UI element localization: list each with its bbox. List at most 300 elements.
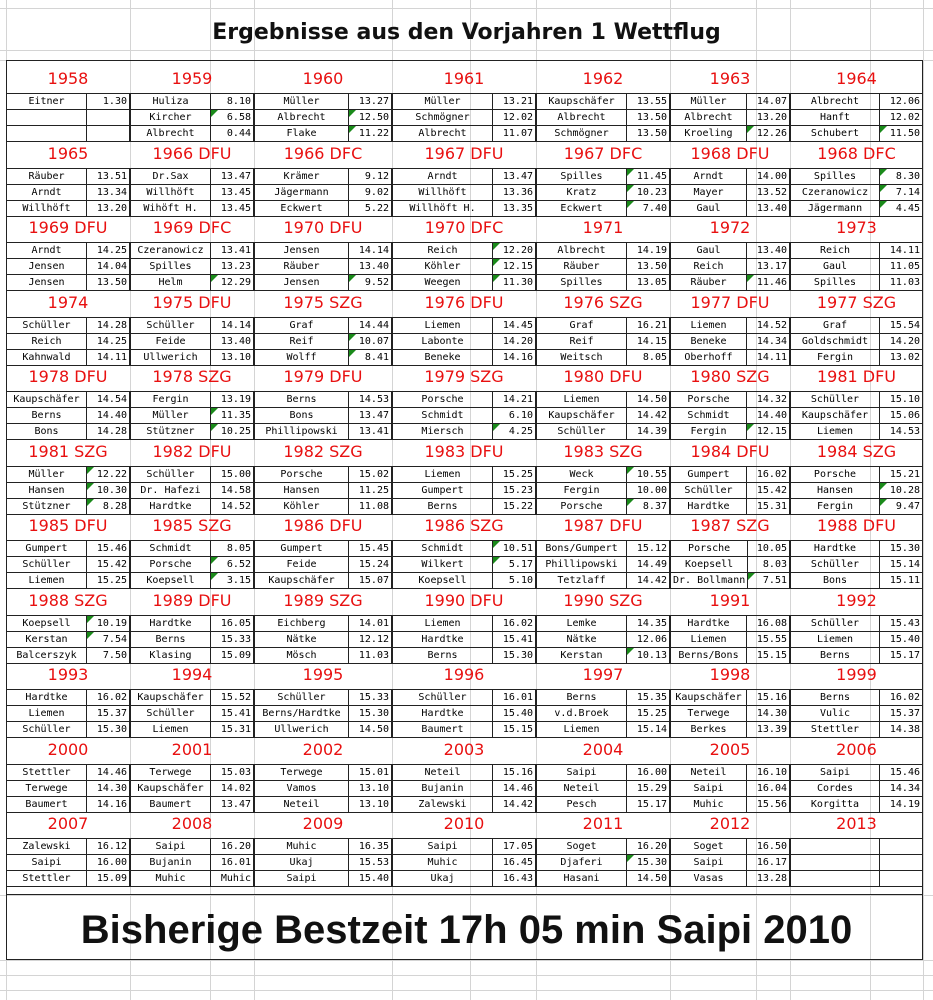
pilot-name-cell[interactable]: Gaul	[671, 200, 747, 216]
flight-time-cell[interactable]: 14.52	[747, 317, 790, 333]
pilot-name-cell[interactable]: Schüller	[131, 706, 211, 722]
pilot-name-cell[interactable]: Arndt	[7, 243, 87, 259]
flight-time-cell[interactable]: 15.00	[211, 466, 254, 482]
flight-time-cell[interactable]: 16.05	[211, 615, 254, 631]
pilot-name-cell[interactable]: Willhöft H.	[393, 200, 493, 216]
flight-time-cell[interactable]: 15.24	[349, 557, 392, 573]
pilot-name-cell[interactable]: Albrecht	[537, 110, 627, 126]
pilot-name-cell[interactable]: Liemen	[791, 631, 880, 647]
pilot-name-cell[interactable]: Arndt	[393, 168, 493, 184]
pilot-name-cell[interactable]: Porsche	[791, 466, 880, 482]
flight-time-cell[interactable]: 12.15	[747, 424, 790, 440]
pilot-name-cell[interactable]: Helm	[131, 275, 211, 291]
flight-time-cell[interactable]: 11.25	[349, 482, 392, 498]
flight-time-cell[interactable]	[87, 126, 130, 142]
flight-time-cell[interactable]: 12.29	[211, 275, 254, 291]
flight-time-cell[interactable]: 13.40	[349, 259, 392, 275]
flight-time-cell[interactable]: 15.21	[880, 466, 923, 482]
flight-time-cell[interactable]: 15.55	[747, 631, 790, 647]
flight-time-cell[interactable]: 15.15	[747, 647, 790, 663]
pilot-name-cell[interactable]: Huliza	[131, 94, 211, 110]
flight-time-cell[interactable]: 4.25	[493, 424, 536, 440]
flight-time-cell[interactable]: 13.40	[211, 333, 254, 349]
pilot-name-cell[interactable]: Saipi	[7, 855, 87, 871]
flight-time-cell[interactable]: 8.41	[349, 349, 392, 365]
pilot-name-cell[interactable]: Berkes	[671, 722, 747, 738]
pilot-name-cell[interactable]: Bons/Gumpert	[537, 541, 627, 557]
pilot-name-cell[interactable]: Kaupschäfer	[131, 690, 211, 706]
flight-time-cell[interactable]: 14.46	[87, 764, 130, 780]
flight-time-cell[interactable]: 14.21	[493, 392, 536, 408]
flight-time-cell[interactable]: 13.10	[211, 349, 254, 365]
flight-time-cell[interactable]: 14.30	[747, 706, 790, 722]
flight-time-cell[interactable]: 14.07	[747, 94, 790, 110]
flight-time-cell[interactable]: 12.06	[627, 631, 670, 647]
pilot-name-cell[interactable]: Koepsell	[7, 615, 87, 631]
pilot-name-cell[interactable]: Hardtke	[671, 615, 747, 631]
flight-time-cell[interactable]: 13.47	[349, 408, 392, 424]
pilot-name-cell[interactable]: Hardtke	[131, 498, 211, 514]
flight-time-cell[interactable]: 14.19	[880, 796, 923, 812]
pilot-name-cell[interactable]: Dr. Hafezi	[131, 482, 211, 498]
flight-time-cell[interactable]: 7.50	[87, 647, 130, 663]
pilot-name-cell[interactable]: Bons	[7, 424, 87, 440]
flight-time-cell[interactable]: 13.41	[349, 424, 392, 440]
flight-time-cell[interactable]: 17.05	[493, 839, 536, 855]
flight-time-cell[interactable]: 13.50	[87, 275, 130, 291]
pilot-name-cell[interactable]: Reif	[537, 333, 627, 349]
pilot-name-cell[interactable]	[7, 126, 87, 142]
flight-time-cell[interactable]: 15.30	[880, 541, 923, 557]
flight-time-cell[interactable]: 12.50	[349, 110, 392, 126]
flight-time-cell[interactable]: 14.16	[493, 349, 536, 365]
pilot-name-cell[interactable]: Jägermann	[255, 184, 349, 200]
flight-time-cell[interactable]: 15.01	[349, 764, 392, 780]
pilot-name-cell[interactable]: Schmidt	[393, 408, 493, 424]
flight-time-cell[interactable]: 13.10	[349, 796, 392, 812]
flight-time-cell[interactable]: 14.34	[747, 333, 790, 349]
pilot-name-cell[interactable]: Müller	[131, 408, 211, 424]
flight-time-cell[interactable]: 14.45	[493, 317, 536, 333]
flight-time-cell[interactable]: 14.02	[211, 780, 254, 796]
flight-time-cell[interactable]: 15.17	[880, 647, 923, 663]
flight-time-cell[interactable]: 14.14	[211, 317, 254, 333]
flight-time-cell[interactable]: 15.11	[880, 573, 923, 589]
pilot-name-cell[interactable]: Vasas	[671, 871, 747, 887]
flight-time-cell[interactable]: 8.10	[211, 94, 254, 110]
pilot-name-cell[interactable]: Nätke	[255, 631, 349, 647]
pilot-name-cell[interactable]: Vulic	[791, 706, 880, 722]
flight-time-cell[interactable]: 13.35	[493, 200, 536, 216]
flight-time-cell[interactable]: 14.52	[211, 498, 254, 514]
pilot-name-cell[interactable]: Fergin	[671, 424, 747, 440]
pilot-name-cell[interactable]: Porsche	[131, 557, 211, 573]
flight-time-cell[interactable]: 15.15	[493, 722, 536, 738]
pilot-name-cell[interactable]: Hardtke	[791, 541, 880, 557]
flight-time-cell[interactable]: 15.54	[880, 317, 923, 333]
pilot-name-cell[interactable]: Ullwerich	[255, 722, 349, 738]
flight-time-cell[interactable]: 12.26	[747, 126, 790, 142]
pilot-name-cell[interactable]: Berns	[255, 392, 349, 408]
pilot-name-cell[interactable]: Graf	[255, 317, 349, 333]
flight-time-cell[interactable]: 14.40	[87, 408, 130, 424]
flight-time-cell[interactable]: 15.16	[747, 690, 790, 706]
flight-time-cell[interactable]: 14.28	[87, 317, 130, 333]
pilot-name-cell[interactable]: Räuber	[7, 168, 87, 184]
flight-time-cell[interactable]: 15.45	[349, 541, 392, 557]
pilot-name-cell[interactable]: Liemen	[393, 615, 493, 631]
pilot-name-cell[interactable]: Neteil	[255, 796, 349, 812]
flight-time-cell[interactable]: 14.50	[627, 392, 670, 408]
flight-time-cell[interactable]: 15.23	[493, 482, 536, 498]
pilot-name-cell[interactable]: Spilles	[537, 275, 627, 291]
flight-time-cell[interactable]: 13.50	[627, 110, 670, 126]
pilot-name-cell[interactable]: Hardtke	[131, 615, 211, 631]
pilot-name-cell[interactable]: v.d.Broek	[537, 706, 627, 722]
flight-time-cell[interactable]: 13.47	[211, 796, 254, 812]
flight-time-cell[interactable]: 10.05	[748, 541, 790, 557]
pilot-name-cell[interactable]: Schmögner	[393, 110, 493, 126]
pilot-name-cell[interactable]: Beneke	[671, 333, 747, 349]
flight-time-cell[interactable]: 13.05	[627, 275, 670, 291]
flight-time-cell[interactable]: 14.53	[880, 424, 923, 440]
flight-time-cell[interactable]: 14.32	[747, 392, 790, 408]
pilot-name-cell[interactable]: Saipi	[671, 780, 747, 796]
flight-time-cell[interactable]: 14.20	[493, 333, 536, 349]
pilot-name-cell[interactable]: Müller	[255, 94, 349, 110]
pilot-name-cell[interactable]: Hansen	[7, 482, 87, 498]
pilot-name-cell[interactable]: Müller	[671, 94, 747, 110]
pilot-name-cell[interactable]: Berns	[131, 631, 211, 647]
pilot-name-cell[interactable]: Liemen	[671, 631, 747, 647]
pilot-name-cell[interactable]: Ukaj	[255, 855, 349, 871]
flight-time-cell[interactable]: 11.08	[349, 498, 392, 514]
flight-time-cell[interactable]: 14.54	[87, 392, 130, 408]
flight-time-cell[interactable]: 16.02	[747, 466, 790, 482]
flight-time-cell[interactable]: 14.34	[880, 780, 923, 796]
flight-time-cell[interactable]: 14.35	[627, 615, 670, 631]
flight-time-cell[interactable]: 13.21	[493, 94, 536, 110]
pilot-name-cell[interactable]: Terwege	[255, 764, 349, 780]
pilot-name-cell[interactable]: Liemen	[791, 424, 880, 440]
pilot-name-cell[interactable]: Jensen	[255, 275, 349, 291]
flight-time-cell[interactable]: 12.15	[493, 259, 536, 275]
flight-time-cell[interactable]: 14.58	[211, 482, 254, 498]
flight-time-cell[interactable]: 9.12	[349, 168, 392, 184]
pilot-name-cell[interactable]: Hardtke	[393, 706, 493, 722]
flight-time-cell[interactable]: 10.19	[87, 615, 130, 631]
flight-time-cell[interactable]: 14.04	[87, 259, 130, 275]
pilot-name-cell[interactable]	[791, 839, 880, 855]
flight-time-cell[interactable]: 15.09	[87, 871, 130, 887]
pilot-name-cell[interactable]: Oberhoff	[671, 349, 747, 365]
pilot-name-cell[interactable]: Albrecht	[393, 126, 493, 142]
pilot-name-cell[interactable]: Saipi	[671, 855, 747, 871]
flight-time-cell[interactable]: 15.41	[211, 706, 254, 722]
pilot-name-cell[interactable]: Schüller	[7, 722, 87, 738]
pilot-name-cell[interactable]: Berns/Bons	[671, 647, 747, 663]
pilot-name-cell[interactable]: Fergin	[131, 392, 211, 408]
pilot-name-cell[interactable]: Schüller	[791, 392, 880, 408]
pilot-name-cell[interactable]: Schmidt	[131, 541, 211, 557]
flight-time-cell[interactable]: 14.11	[87, 349, 130, 365]
flight-time-cell[interactable]: 16.20	[211, 839, 254, 855]
flight-time-cell[interactable]: 16.04	[747, 780, 790, 796]
pilot-name-cell[interactable]: Berns	[7, 408, 87, 424]
flight-time-cell[interactable]: 7.40	[627, 200, 670, 216]
pilot-name-cell[interactable]: Neteil	[671, 764, 747, 780]
flight-time-cell[interactable]	[880, 855, 923, 871]
pilot-name-cell[interactable]: Willhöft	[7, 200, 87, 216]
flight-time-cell[interactable]: Muhic	[211, 871, 254, 887]
pilot-name-cell[interactable]: Jensen	[7, 259, 87, 275]
flight-time-cell[interactable]: 15.46	[880, 764, 923, 780]
flight-time-cell[interactable]: 11.46	[747, 275, 790, 291]
pilot-name-cell[interactable]: Kahnwald	[7, 349, 87, 365]
flight-time-cell[interactable]: 15.56	[747, 796, 790, 812]
pilot-name-cell[interactable]: Goldschmidt	[791, 333, 880, 349]
flight-time-cell[interactable]: 13.36	[493, 184, 536, 200]
flight-time-cell[interactable]: 14.50	[349, 722, 392, 738]
flight-time-cell[interactable]: 12.20	[493, 243, 536, 259]
pilot-name-cell[interactable]: Gumpert	[671, 466, 747, 482]
flight-time-cell[interactable]	[880, 871, 923, 887]
flight-time-cell[interactable]: 13.39	[747, 722, 790, 738]
flight-time-cell[interactable]: 9.02	[349, 184, 392, 200]
flight-time-cell[interactable]: 8.37	[627, 498, 670, 514]
pilot-name-cell[interactable]: Baumert	[131, 796, 211, 812]
pilot-name-cell[interactable]: Spilles	[791, 275, 880, 291]
pilot-name-cell[interactable]: Kerstan	[7, 631, 87, 647]
pilot-name-cell[interactable]: Räuber	[671, 275, 747, 291]
pilot-name-cell[interactable]: Mösch	[255, 647, 349, 663]
flight-time-cell[interactable]: 16.43	[493, 871, 536, 887]
pilot-name-cell[interactable]: Mayer	[671, 184, 747, 200]
pilot-name-cell[interactable]: Terwege	[671, 706, 747, 722]
pilot-name-cell[interactable]: Koepsell	[671, 557, 748, 573]
pilot-name-cell[interactable]: Liemen	[393, 317, 493, 333]
pilot-name-cell[interactable]: Arndt	[671, 168, 747, 184]
pilot-name-cell[interactable]: Kerstan	[537, 647, 627, 663]
flight-time-cell[interactable]: 15.25	[493, 466, 536, 482]
pilot-name-cell[interactable]: Reif	[255, 333, 349, 349]
pilot-name-cell[interactable]: Köhler	[393, 259, 493, 275]
flight-time-cell[interactable]: 13.19	[211, 392, 254, 408]
pilot-name-cell[interactable]: Berns	[393, 498, 493, 514]
pilot-name-cell[interactable]: Kaupschäfer	[671, 690, 747, 706]
pilot-name-cell[interactable]: Räuber	[537, 259, 627, 275]
flight-time-cell[interactable]: 8.28	[87, 498, 130, 514]
pilot-name-cell[interactable]: Albrecht	[255, 110, 349, 126]
flight-time-cell[interactable]: 15.33	[349, 690, 392, 706]
pilot-name-cell[interactable]: Gaul	[671, 243, 747, 259]
flight-time-cell[interactable]: 6.52	[211, 557, 254, 573]
pilot-name-cell[interactable]: Willhöft	[131, 184, 211, 200]
flight-time-cell[interactable]: 10.00	[627, 482, 670, 498]
pilot-name-cell[interactable]: Koepsell	[131, 573, 211, 589]
flight-time-cell[interactable]: 14.46	[493, 780, 536, 796]
flight-time-cell[interactable]: 15.35	[627, 690, 670, 706]
pilot-name-cell[interactable]: Terwege	[131, 764, 211, 780]
flight-time-cell[interactable]: 16.45	[493, 855, 536, 871]
pilot-name-cell[interactable]: Djaferi	[537, 855, 627, 871]
flight-time-cell[interactable]: 15.31	[747, 498, 790, 514]
pilot-name-cell[interactable]: Kaupschäfer	[7, 392, 87, 408]
pilot-name-cell[interactable]: Berns	[791, 647, 880, 663]
flight-time-cell[interactable]: 8.03	[748, 557, 790, 573]
flight-time-cell[interactable]: 14.50	[627, 871, 670, 887]
flight-time-cell[interactable]: 15.14	[880, 557, 923, 573]
pilot-name-cell[interactable]: Kircher	[131, 110, 211, 126]
pilot-name-cell[interactable]: Phillipowski	[255, 424, 349, 440]
pilot-name-cell[interactable]: Berns	[393, 647, 493, 663]
flight-time-cell[interactable]: 5.22	[349, 200, 392, 216]
flight-time-cell[interactable]: 16.02	[880, 690, 923, 706]
pilot-name-cell[interactable]: Ullwerich	[131, 349, 211, 365]
flight-time-cell[interactable]: 13.41	[211, 243, 254, 259]
pilot-name-cell[interactable]: Schüller	[7, 557, 87, 573]
pilot-name-cell[interactable]: Schüller	[791, 557, 880, 573]
pilot-name-cell[interactable]: Stettler	[7, 764, 87, 780]
pilot-name-cell[interactable]: Miersch	[393, 424, 493, 440]
flight-time-cell[interactable]: 14.42	[627, 573, 670, 589]
flight-time-cell[interactable]: 15.25	[87, 573, 130, 589]
pilot-name-cell[interactable]: Liemen	[537, 722, 627, 738]
pilot-name-cell[interactable]: Gumpert	[255, 541, 349, 557]
pilot-name-cell[interactable]: Fergin	[537, 482, 627, 498]
pilot-name-cell[interactable]: Vamos	[255, 780, 349, 796]
flight-time-cell[interactable]: 10.07	[349, 333, 392, 349]
pilot-name-cell[interactable]: Jägermann	[791, 200, 880, 216]
pilot-name-cell[interactable]: Bons	[791, 573, 880, 589]
flight-time-cell[interactable]: 15.22	[493, 498, 536, 514]
pilot-name-cell[interactable]: Muhic	[671, 796, 747, 812]
pilot-name-cell[interactable]: Gaul	[791, 259, 880, 275]
pilot-name-cell[interactable]: Flake	[255, 126, 349, 142]
flight-time-cell[interactable]: 15.43	[880, 615, 923, 631]
pilot-name-cell[interactable]: Gumpert	[7, 541, 87, 557]
flight-time-cell[interactable]: 16.00	[627, 764, 670, 780]
flight-time-cell[interactable]: 13.20	[747, 110, 790, 126]
pilot-name-cell[interactable]: Stettler	[7, 871, 87, 887]
flight-time-cell[interactable]: 15.30	[493, 647, 536, 663]
pilot-name-cell[interactable]: Köhler	[255, 498, 349, 514]
flight-time-cell[interactable]: 12.02	[493, 110, 536, 126]
flight-time-cell[interactable]: 14.28	[87, 424, 130, 440]
pilot-name-cell[interactable]: Kaupschäfer	[537, 408, 627, 424]
flight-time-cell[interactable]: 15.16	[493, 764, 536, 780]
pilot-name-cell[interactable]: Weitsch	[537, 349, 627, 365]
flight-time-cell[interactable]: 14.16	[87, 796, 130, 812]
flight-time-cell[interactable]: 15.46	[87, 541, 130, 557]
pilot-name-cell[interactable]: Kaupschäfer	[131, 780, 211, 796]
pilot-name-cell[interactable]: Zalewski	[7, 839, 87, 855]
flight-time-cell[interactable]: 14.38	[880, 722, 923, 738]
flight-time-cell[interactable]: 14.44	[349, 317, 392, 333]
pilot-name-cell[interactable]: Muhic	[131, 871, 211, 887]
pilot-name-cell[interactable]: Spilles	[537, 168, 627, 184]
flight-time-cell[interactable]: 16.00	[87, 855, 130, 871]
pilot-name-cell[interactable]: Schmögner	[537, 126, 627, 142]
pilot-name-cell[interactable]: Gumpert	[393, 482, 493, 498]
pilot-name-cell[interactable]: Eitner	[7, 94, 87, 110]
pilot-name-cell[interactable]: Schüller	[131, 317, 211, 333]
flight-time-cell[interactable]: 13.50	[627, 259, 670, 275]
pilot-name-cell[interactable]: Jensen	[7, 275, 87, 291]
flight-time-cell[interactable]: 7.14	[880, 184, 923, 200]
flight-time-cell[interactable]: 11.03	[880, 275, 923, 291]
pilot-name-cell[interactable]: Porsche	[671, 392, 747, 408]
pilot-name-cell[interactable]: Wolff	[255, 349, 349, 365]
pilot-name-cell[interactable]: Porsche	[671, 541, 748, 557]
flight-time-cell[interactable]: 10.25	[211, 424, 254, 440]
flight-time-cell[interactable]: 16.10	[747, 764, 790, 780]
flight-time-cell[interactable]: 13.23	[211, 259, 254, 275]
pilot-name-cell[interactable]: Eckwert	[255, 200, 349, 216]
pilot-name-cell[interactable]: Liemen	[537, 392, 627, 408]
flight-time-cell[interactable]: 15.03	[211, 764, 254, 780]
flight-time-cell[interactable]: 15.52	[211, 690, 254, 706]
flight-time-cell[interactable]: 5.10	[493, 573, 536, 589]
flight-time-cell[interactable]: 15.14	[627, 722, 670, 738]
pilot-name-cell[interactable]: Kaupschäfer	[255, 573, 349, 589]
flight-time-cell[interactable]: 16.20	[627, 839, 670, 855]
pilot-name-cell[interactable]: Bons	[255, 408, 349, 424]
pilot-name-cell[interactable]: Porsche	[255, 466, 349, 482]
pilot-name-cell[interactable]: Jensen	[255, 243, 349, 259]
pilot-name-cell[interactable]: Schmidt	[393, 541, 493, 557]
pilot-name-cell[interactable]: Balcerszyk	[7, 647, 87, 663]
flight-time-cell[interactable]: 15.06	[880, 408, 923, 424]
pilot-name-cell[interactable]: Graf	[537, 317, 627, 333]
pilot-name-cell[interactable]: Stettler	[791, 722, 880, 738]
flight-time-cell[interactable]: 9.52	[349, 275, 392, 291]
flight-time-cell[interactable]: 13.10	[349, 780, 392, 796]
pilot-name-cell[interactable]: Muhic	[255, 839, 349, 855]
pilot-name-cell[interactable]: Ukaj	[393, 871, 493, 887]
flight-time-cell[interactable]: 14.42	[493, 796, 536, 812]
pilot-name-cell[interactable]: Korgitta	[791, 796, 880, 812]
flight-time-cell[interactable]: 13.27	[349, 94, 392, 110]
flight-time-cell[interactable]: 13.17	[747, 259, 790, 275]
flight-time-cell[interactable]: 16.08	[747, 615, 790, 631]
flight-time-cell[interactable]: 8.05	[627, 349, 670, 365]
pilot-name-cell[interactable]: Pesch	[537, 796, 627, 812]
flight-time-cell[interactable]: 13.20	[87, 200, 130, 216]
flight-time-cell[interactable]: 11.03	[349, 647, 392, 663]
pilot-name-cell[interactable]: Feide	[131, 333, 211, 349]
flight-time-cell[interactable]: 7.54	[87, 631, 130, 647]
pilot-name-cell[interactable]: Hardtke	[7, 690, 87, 706]
flight-time-cell[interactable]: 15.02	[349, 466, 392, 482]
pilot-name-cell[interactable]: Labonte	[393, 333, 493, 349]
flight-time-cell[interactable]: 16.17	[747, 855, 790, 871]
pilot-name-cell[interactable]: Feide	[255, 557, 349, 573]
flight-time-cell[interactable]	[880, 839, 923, 855]
flight-time-cell[interactable]: 14.20	[880, 333, 923, 349]
pilot-name-cell[interactable]: Soget	[671, 839, 747, 855]
flight-time-cell[interactable]: 14.11	[880, 243, 923, 259]
pilot-name-cell[interactable]: Krämer	[255, 168, 349, 184]
flight-time-cell[interactable]: 14.53	[349, 392, 392, 408]
pilot-name-cell[interactable]	[7, 110, 87, 126]
flight-time-cell[interactable]: 15.29	[627, 780, 670, 796]
pilot-name-cell[interactable]: Koepsell	[393, 573, 493, 589]
pilot-name-cell[interactable]: Dr.Sax	[131, 168, 211, 184]
flight-time-cell[interactable]: 16.02	[493, 615, 536, 631]
flight-time-cell[interactable]: 16.01	[211, 855, 254, 871]
flight-time-cell[interactable]: 14.19	[627, 243, 670, 259]
